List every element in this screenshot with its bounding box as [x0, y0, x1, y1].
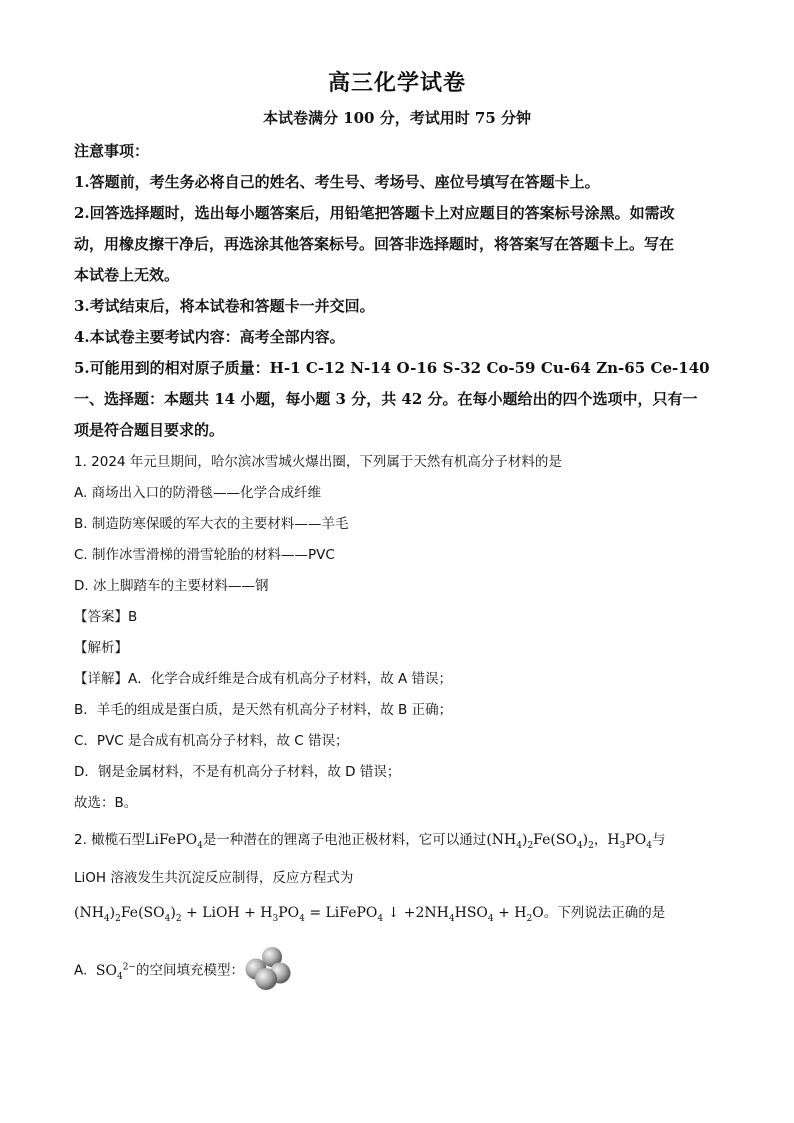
notice-item-2-line-1: 2.回答选择题时，选出每小题答案后，用铅笔把答题卡上对应题目的答案标号涂黑。如需改	[74, 204, 675, 222]
mass-h: H-1	[269, 359, 301, 377]
q2-equation-tail: 。下列说法正确的是	[543, 905, 666, 921]
q2-option-a-suffix: 的空间填充模型：	[135, 962, 244, 979]
q1-option-b: B. 制造防寒保暖的军大衣的主要材料——羊毛	[74, 516, 349, 532]
notice-item-4: 4.本试卷主要考试内容：高考全部内容。	[74, 328, 345, 346]
q1-choose: 故选：B。	[74, 795, 138, 811]
space-filling-model-image	[242, 945, 294, 991]
q1-option-a: A. 商场出入口的防滑毯——化学合成纤维	[74, 485, 322, 501]
mass-zn: Zn-65	[596, 359, 646, 377]
notice-heading: 注意事项：	[74, 142, 150, 160]
page-title: 高三化学试卷	[327, 70, 466, 96]
notice-item-5	[74, 358, 724, 378]
atomic-mass-list	[270, 358, 710, 378]
q2-stem-line-2: LiOH 溶液发生共沉淀反应制得，反应方程式为	[74, 870, 354, 886]
q1-stem: 1. 2024 年元旦期间，哈尔滨冰雪城火爆出圈，下列属于天然有机高分子材料的是	[74, 454, 562, 470]
q2-option-a-prefix: A.	[74, 962, 88, 979]
atomic-mass-label: 5.可能用到的相对原子质量：	[74, 359, 270, 377]
q2-option-a	[74, 957, 724, 986]
formula-lifepo4: LiFePO$_4$	[145, 832, 203, 851]
mass-ce: Ce-140	[650, 359, 710, 377]
formula-sulfate-ion: $SO_4^{2-}$	[95, 962, 136, 982]
q1-option-d: D. 冰上脚踏车的主要材料——钢	[74, 578, 269, 594]
q2-stem-part-3: ，	[593, 832, 608, 848]
mass-n: N-14	[350, 359, 392, 377]
mass-cu: Cu-64	[540, 359, 591, 377]
q1-detail-d: D．钢是金属材料，不是有机高分子材料，故 D 错误；	[74, 764, 401, 780]
q1-detail-b: B．羊毛的组成是蛋白质，是天然有机高分子材料，故 B 正确；	[74, 702, 453, 718]
q1-detail-c: C．PVC 是合成有机高分子材料，故 C 错误；	[74, 733, 349, 749]
q2-stem-part-2: 是一种潜在的锂离子电池正极材料，它可以通过	[202, 832, 487, 848]
q2-stem-part-1: 2. 橄榄石型	[74, 832, 146, 848]
formula-h3po4: $H_3PO_4$	[607, 832, 652, 851]
section-1-heading-line-2: 项是符合题目要求的。	[74, 421, 225, 439]
notice-item-1: 1.答题前，考生务必将自己的姓名、考生号、考场号、座位号填写在答题卡上。	[74, 173, 600, 191]
notice-item-3: 3.考试结束后，将本试卷和答题卡一并交回。	[74, 297, 375, 315]
section-1-heading-line-1: 一、选择题：本题共 14 小题，每小题 3 分，共 42 分。在每小题给出的四个选项中，只有一	[74, 390, 698, 408]
q1-analysis-label: 【解析】	[74, 640, 128, 656]
mass-co: Co-59	[486, 359, 536, 377]
mass-s: S-32	[442, 359, 482, 377]
page-subtitle: 本试卷满分 100 分，考试用时 75 分钟	[262, 109, 532, 127]
q1-answer: 【答案】B	[74, 609, 138, 625]
q1-option-c: C. 制作冰雪滑梯的滑雪轮胎的材料——PVC	[74, 547, 335, 563]
notice-item-2-line-2: 动，用橡皮擦干净后，再选涂其他答案标号。回答非选择题时，将答案写在答题卡上。写在	[74, 235, 675, 253]
mass-o: O-16	[396, 359, 438, 377]
q1-detail-a: 【详解】A．化学合成纤维是合成有机高分子材料，故 A 错误；	[74, 671, 453, 687]
reaction-equation: $(NH_4)_2Fe(SO_4)_2$ + LiOH + $H_3PO_4$ = LiFePO$_4$ ↓ $+2NH_4HSO_4 + H_2O$	[74, 905, 544, 924]
q2-stem-part-4: 与	[651, 832, 666, 848]
mass-c: C-12	[305, 359, 345, 377]
q2-equation-line	[74, 903, 724, 929]
notice-item-2-line-3: 本试卷上无效。	[74, 266, 180, 284]
q2-stem-line-1	[74, 830, 724, 856]
formula-nh4-2-fe-so4-2: $(NH_4)_2Fe(SO_4)_2$	[486, 832, 594, 851]
